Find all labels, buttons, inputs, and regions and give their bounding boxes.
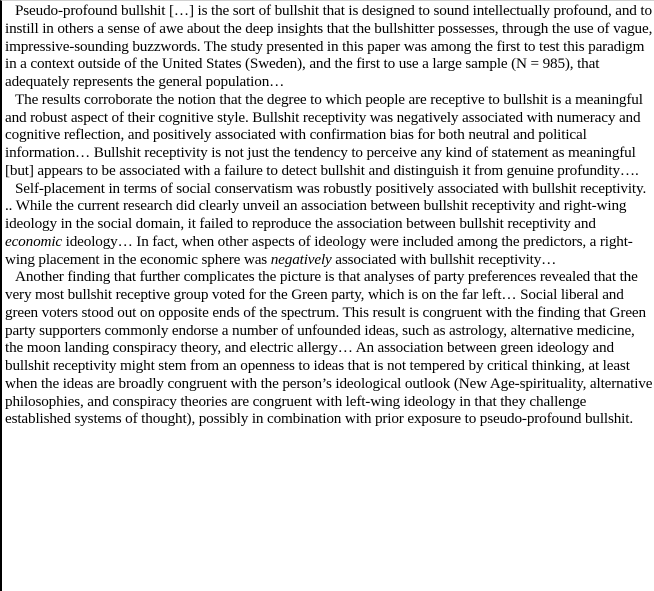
paragraph-text: The results corroborate the notion that the degree to which people are receptive to bullshit is a meaningful and robust aspect of their cognitive style. Bullshit receptivity was negatively associated with numeracy and cognitive reflection, and positively associated with confirmation bias for both neutral and political information… Bullshit receptivity is not just the tendency to perceive any kind of statement as meaningful [but] appears to be associated with a failure to detect bullshit and distinguish it from genuine profundity…. — [5, 90, 643, 179]
paragraph-text: Another finding that further complicates the picture is that analyses of party preferences revealed that the very most bullshit receptive group voted for the Green party, which is on the far left… Social liberal and green voters stood out on opposite ends of the spectrum. This result is congruent with the finding that Green party supporters commonly endorse a number of unfounded ideas, such as astrology, alternative medicine, the moon landing conspiracy theory, and electric allergy… An association between green ideology and bullshit receptivity might stem from an openness to ideas that is not tempered by critical thinking, at least when the ideas are broadly congruent with the person’s ideological outlook (New Age-spirituality, alternative philosophies, and conspiracy theories are congruent with left-wing ideology in that they challenge established systems of thought), possibly in combination with prior exposure to pseudo-profound bullshit. — [5, 268, 653, 428]
paragraph-text: associated with bullshit receptivity… — [331, 250, 557, 268]
paragraph-text: Self-placement in terms of social conservatism was robustly positively associated with bullshit receptivity. .. While the current research did clearly unveil an association between bullshit receptivity and right-wing ideology in the social domain, it failed to reproduce the association between bullshit receptivity and — [5, 179, 647, 232]
paragraph-text: Pseudo-profound bullshit […] is the sort of bullshit that is designed to sound intellectually profound, and to instill in others a sense of awe about the deep insights that the bullshitter possesses, through the use of vague, impressive-sounding buzzwords. The study presented in this paper was among the first to test this paradigm in a context outside of the United States (Sweden), and the first to use a large sample (N = 985), that adequately represents the general population… — [5, 2, 653, 90]
emphasis-negatively: negatively — [270, 250, 332, 268]
paragraph-text: ideology… In fact, when other aspects of ideology were included among the predictors, a right-wing placement in the economic sphere was — [5, 232, 633, 268]
paragraph-pseudo-profound-definition — [5, 2, 654, 91]
emphasis-economic: economic — [5, 232, 62, 250]
paragraph-green-party — [5, 268, 654, 428]
paragraph-results-cognitive-style — [5, 91, 654, 180]
paragraph-social-conservatism — [5, 180, 654, 269]
